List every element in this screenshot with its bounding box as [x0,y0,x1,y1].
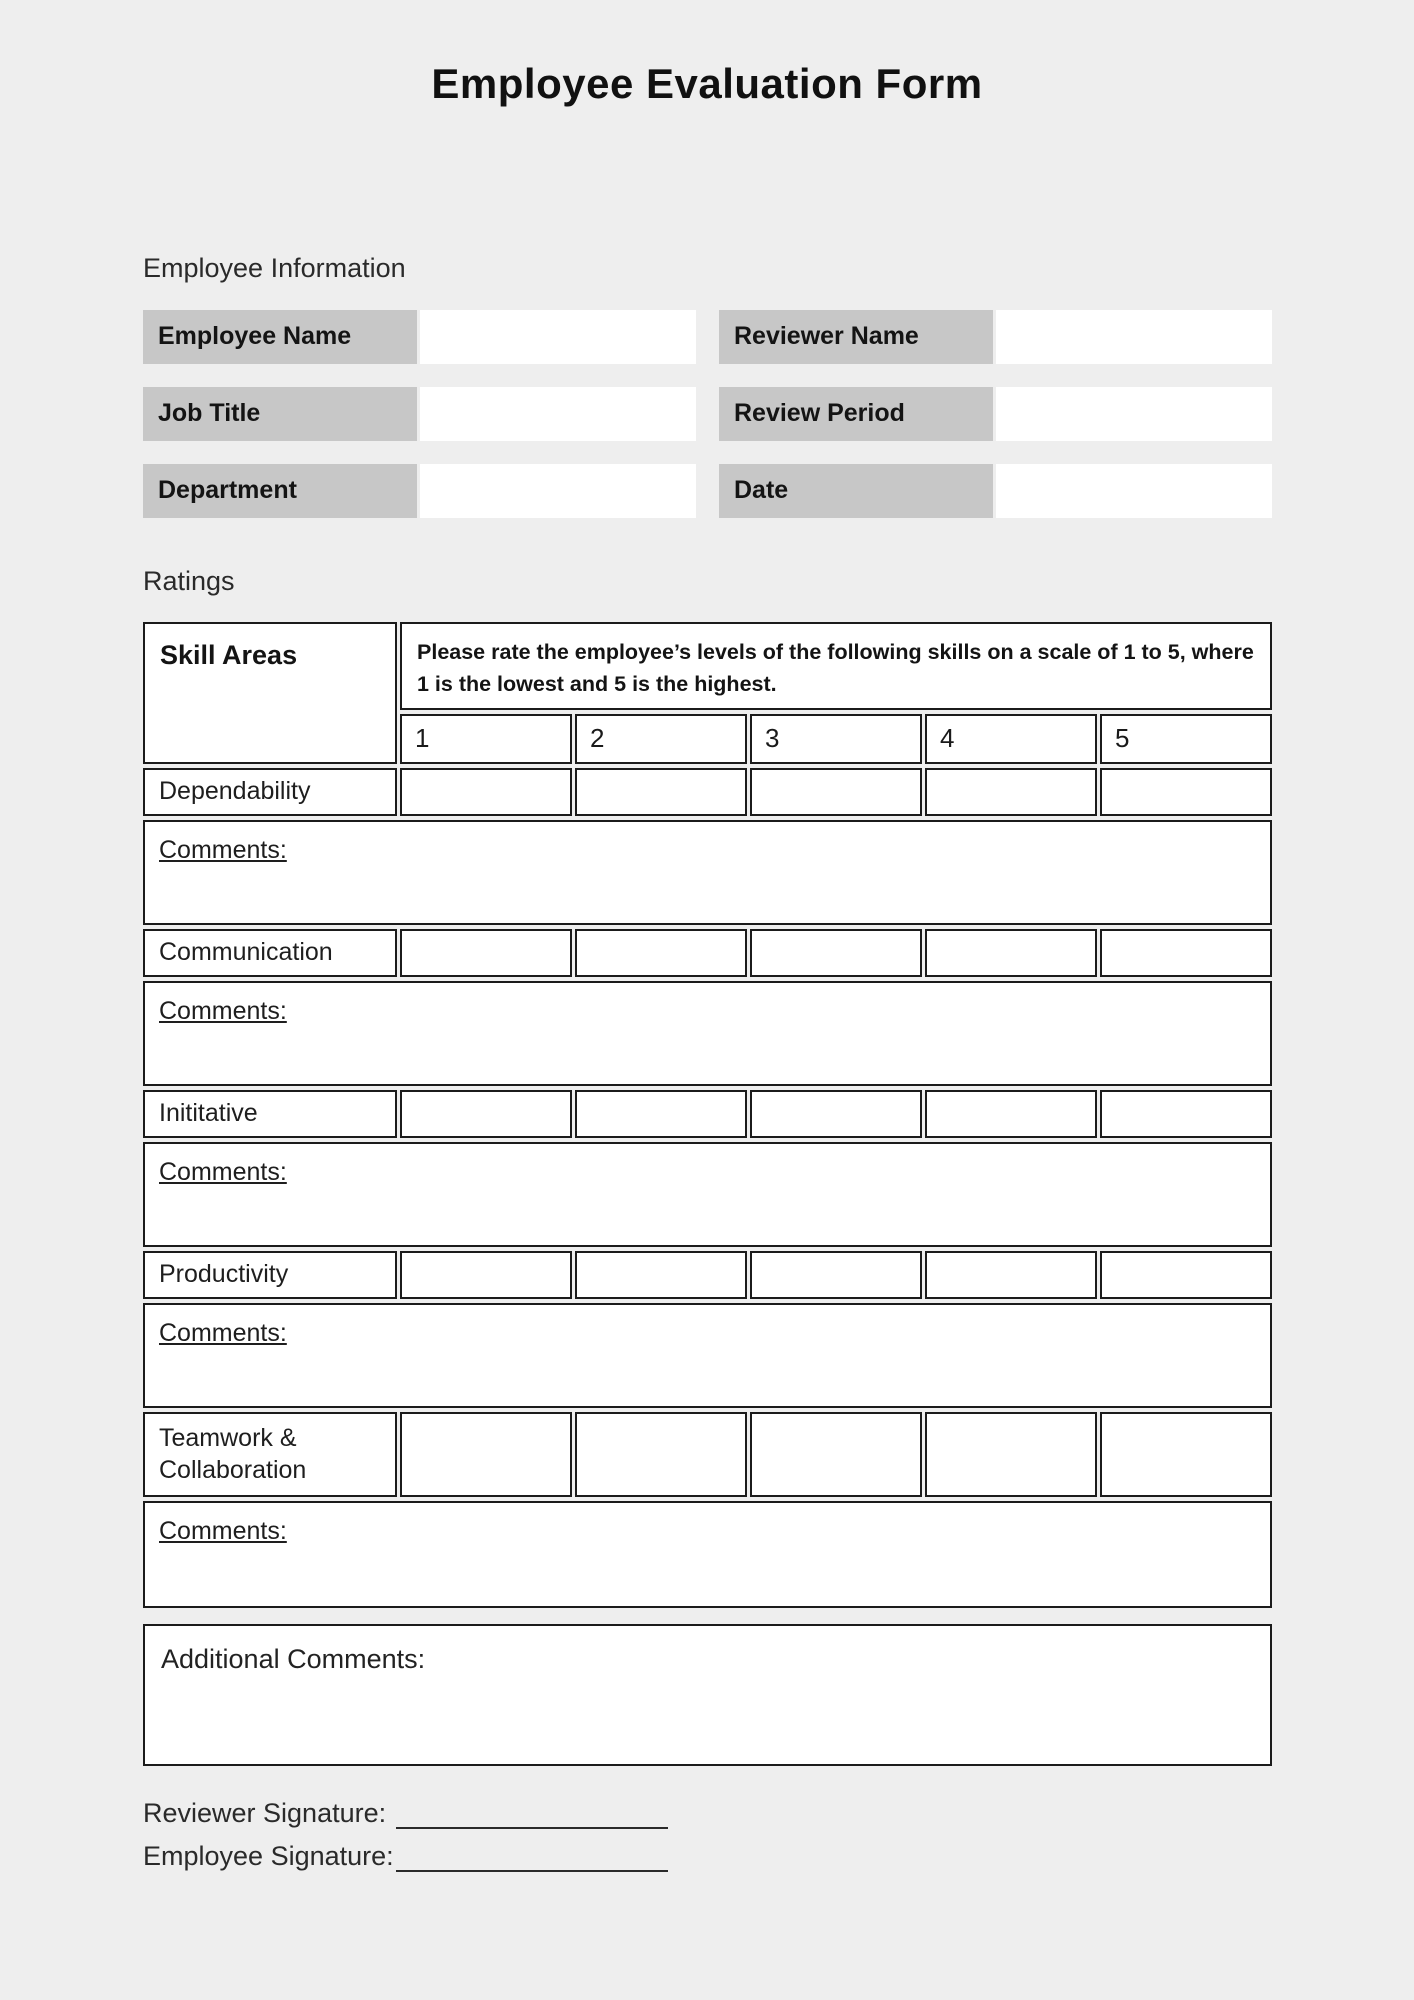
scale-header-2: 2 [575,714,747,764]
rating-dependability-3[interactable] [750,768,922,816]
additional-comments-label: Additional Comments: [161,1643,426,1674]
date-label: Date [719,464,993,518]
scale-header-4: 4 [925,714,1097,764]
rating-productivity-4[interactable] [925,1251,1097,1299]
rating-communication-4[interactable] [925,929,1097,977]
comments-box-productivity[interactable] [143,1303,1272,1408]
skill-label-teamwork-collaboration: Teamwork & Collaboration [143,1412,397,1497]
employee-signature-label: Employee Signature: [143,1840,394,1871]
reviewer-signature-line[interactable] [396,1799,668,1829]
skill-label-dependability: Dependability [143,768,397,816]
rating-productivity-1[interactable] [400,1251,572,1299]
comments-box-communication[interactable] [143,981,1272,1086]
rating-instructions: Please rate the employee’s levels of the following skills on a scale of 1 to 5, where 1 is the lowest and 5 is the highest. [400,622,1272,710]
skill-label-inititative: Inititative [143,1090,397,1138]
employee-info-grid [143,310,1272,518]
comments-box-teamwork[interactable] [143,1501,1272,1608]
reviewer-name-input[interactable] [996,310,1272,364]
rating-communication-5[interactable] [1100,929,1272,977]
date-input[interactable] [996,464,1272,518]
rating-productivity-2[interactable] [575,1251,747,1299]
rating-dependability-5[interactable] [1100,768,1272,816]
scale-header-5: 5 [1100,714,1272,764]
info-pair-employee-name [143,310,696,364]
comments-label: Comments: [159,1516,287,1545]
department-input[interactable] [420,464,696,518]
reviewer-signature-row [143,1786,1272,1829]
rating-communication-1[interactable] [400,929,572,977]
info-pair-reviewer-name [719,310,1272,364]
skill-label-productivity: Productivity [143,1251,397,1299]
rating-teamwork-3[interactable] [750,1412,922,1497]
skill-areas-header: Skill Areas [143,622,397,764]
rating-teamwork-4[interactable] [925,1412,1097,1497]
rating-communication-2[interactable] [575,929,747,977]
scale-header-3: 3 [750,714,922,764]
job-title-label: Job Title [143,387,417,441]
department-label: Department [143,464,417,518]
rating-dependability-1[interactable] [400,768,572,816]
rating-teamwork-2[interactable] [575,1412,747,1497]
comments-box-inititative[interactable] [143,1142,1272,1247]
comments-label: Comments: [159,835,287,864]
comments-label: Comments: [159,1157,287,1186]
employee-signature-row [143,1829,1272,1872]
rating-productivity-3[interactable] [750,1251,922,1299]
reviewer-name-label: Reviewer Name [719,310,993,364]
info-pair-date [719,464,1272,518]
employee-signature-line[interactable] [396,1842,668,1872]
page-title: Employee Evaluation Form [431,60,983,107]
rating-productivity-5[interactable] [1100,1251,1272,1299]
rating-teamwork-1[interactable] [400,1412,572,1497]
rating-dependability-2[interactable] [575,768,747,816]
review-period-label: Review Period [719,387,993,441]
rating-inititative-3[interactable] [750,1090,922,1138]
info-pair-job-title [143,387,696,441]
employee-info-heading: Employee Information [143,252,406,283]
reviewer-signature-label: Reviewer Signature: [143,1797,387,1828]
employee-name-label: Employee Name [143,310,417,364]
rating-dependability-4[interactable] [925,768,1097,816]
rating-inititative-5[interactable] [1100,1090,1272,1138]
info-pair-department [143,464,696,518]
comments-box-dependability[interactable] [143,820,1272,925]
info-pair-review-period [719,387,1272,441]
rating-inititative-2[interactable] [575,1090,747,1138]
comments-label: Comments: [159,996,287,1025]
ratings-heading: Ratings [143,565,235,596]
scale-header-1: 1 [400,714,572,764]
signatures-section [143,1786,1272,1872]
skill-label-communication: Communication [143,929,397,977]
employee-name-input[interactable] [420,310,696,364]
job-title-input[interactable] [420,387,696,441]
comments-label: Comments: [159,1318,287,1347]
rating-communication-3[interactable] [750,929,922,977]
rating-inititative-4[interactable] [925,1090,1097,1138]
review-period-input[interactable] [996,387,1272,441]
rating-inititative-1[interactable] [400,1090,572,1138]
additional-comments-box[interactable] [143,1624,1272,1766]
ratings-table [143,622,1272,1608]
rating-teamwork-5[interactable] [1100,1412,1272,1497]
